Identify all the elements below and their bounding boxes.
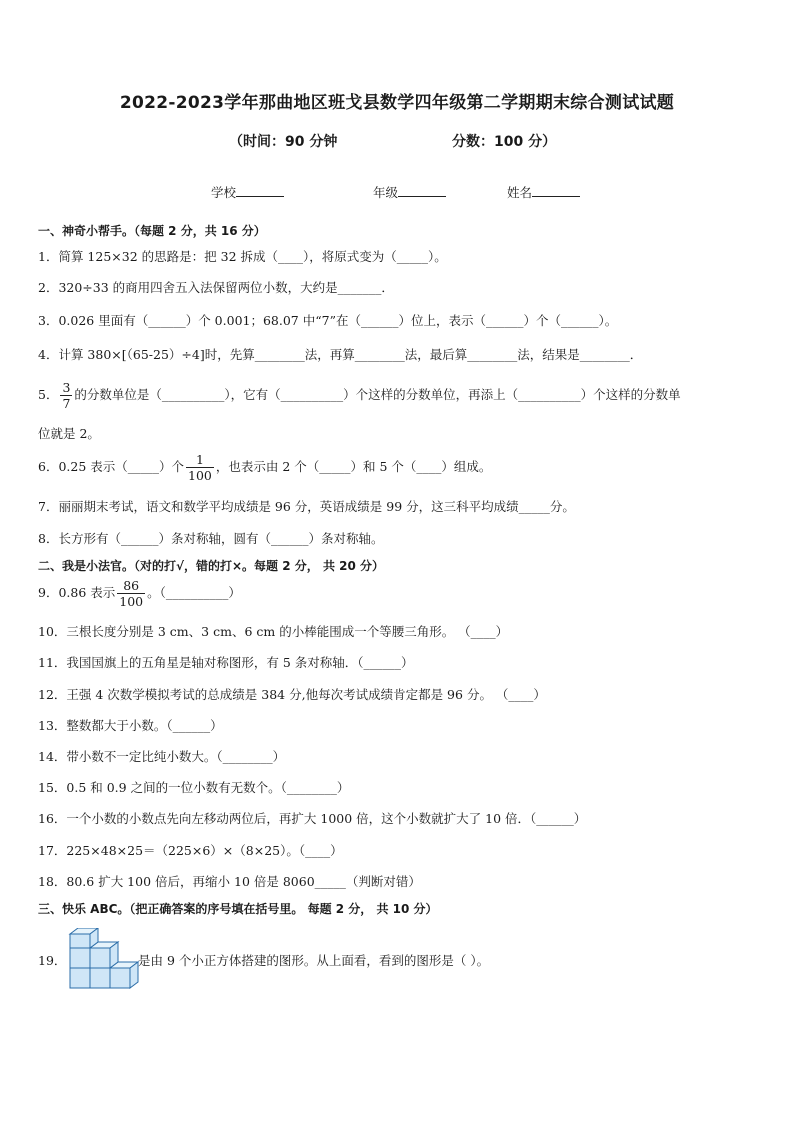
q9-denominator: 100 [119,594,144,609]
question-11: 11．我国国旗上的五角星是轴对称图形，有 5 条对称轴．（______） [38,655,414,670]
cube-top-row [70,928,98,948]
school-label: 学校 [211,185,237,200]
question-17: 17．225×48×25＝（225×6）×（8×25）。（____） [38,843,343,858]
question-12: 12．王强 4 次数学模拟考试的总成绩是 384 分,他每次考试成绩肯定都是 96 分。 （____） [38,687,546,702]
question-5-cont: 位就是 2。 [38,426,100,441]
cube [90,968,110,988]
cube [70,948,90,968]
section-heading-2: 二、我是小法官。（对的打√，错的打×。每题 2 分， 共 20 分） [38,559,384,573]
question-7: 7．丽丽期末考试，语文和数学平均成绩是 96 分，英语成绩是 99 分，这三科平均成绩_____分。 [38,499,575,514]
question-8: 8．长方形有（______）条对称轴，圆有（______）条对称轴。 [38,531,384,546]
school-blank[interactable] [236,182,284,197]
grade-label: 年级 [373,185,399,200]
question-2: 2．320÷33 的商用四舍五入法保留两位小数，大约是_______． [38,280,394,295]
q9-text-post: 。（__________） [147,585,241,600]
question-16: 16．一个小数的小数点先向左移动两位后，再扩大 1000 倍，这个小数就扩大了 10 倍．（______） [38,811,587,826]
question-18: 18．80.6 扩大 100 倍后，再缩小 10 倍是 8060_____（判断对错） [38,874,421,889]
q5-numerator: 3 [62,380,71,395]
q6-numerator: 1 [186,452,214,468]
cube [70,968,90,988]
q5-denominator: 7 [62,396,71,411]
question-4: 4．计算 380×[（65-25）÷4]时，先算________法，再算________法，最后算________法，结果是________． [38,347,643,362]
question-19-number: 19． [38,953,67,968]
question-10: 10．三根长度分别是 3 cm、3 cm、6 cm 的小棒能围成一个等腰三角形。 （____） [38,624,509,639]
school-field[interactable] [211,182,284,201]
cube [110,968,130,988]
grade-blank[interactable] [398,182,446,197]
question-3: 3．0.026 里面有（______）个 0.001；68.07 中“7”在（______）位上，表示（______）个（______）。 [38,313,618,328]
q5-text: 的分数单位是（__________），它有（__________）个这样的分数单位，再添上（__________）个这样的分数单 [74,387,681,402]
section-heading-1: 一、神奇小帮手。（每题 2 分，共 16 分） [38,224,266,238]
name-blank[interactable] [532,182,580,197]
cube [90,948,110,968]
name-label: 姓名 [507,185,533,200]
question-5 [38,380,681,411]
question-13: 13．整数都大于小数。（______） [38,718,223,733]
q9-text-pre: 9．0.86 表示 [38,585,116,600]
question-1: 1．简算 125×32 的思路是：把 32 拆成（____），将原式变为（_____）。 [38,249,447,264]
grade-field[interactable] [373,182,446,201]
cube-stack-figure [68,928,140,994]
page-title: 2022-2023学年那曲地区班戈县数学四年级第二学期期末综合测试试题 [119,93,675,113]
question-15: 15．0.5 和 0.9 之间的一位小数有无数个。（________） [38,780,350,795]
q5-fraction [60,380,72,411]
q6-text-post: ，也表示由 2 个（_____）和 5 个（____）组成。 [215,459,492,474]
q9-numerator: 86 [117,578,145,594]
q6-text-pre: 6．0.25 表示（_____）个 [38,459,185,474]
section-heading-3: 三、快乐 ABC。（把正确答案的序号填在括号里。 每题 2 分， 共 10 分） [38,902,438,916]
q9-fraction [117,578,145,609]
question-6 [38,452,491,483]
question-9 [38,578,241,609]
score-label: 分数：100 分） [452,134,557,150]
time-label: （时间：90 分钟 [229,134,338,150]
q6-fraction [186,452,214,483]
question-19: 是由 9 个小正方体搭建的图形。从上面看，看到的图形是（ ）。 [138,953,490,968]
q5-number: 5． [38,387,59,402]
question-14: 14．带小数不一定比纯小数大。（________） [38,749,286,764]
name-field[interactable] [507,182,580,201]
q6-denominator: 100 [188,468,212,483]
cube [70,934,90,948]
